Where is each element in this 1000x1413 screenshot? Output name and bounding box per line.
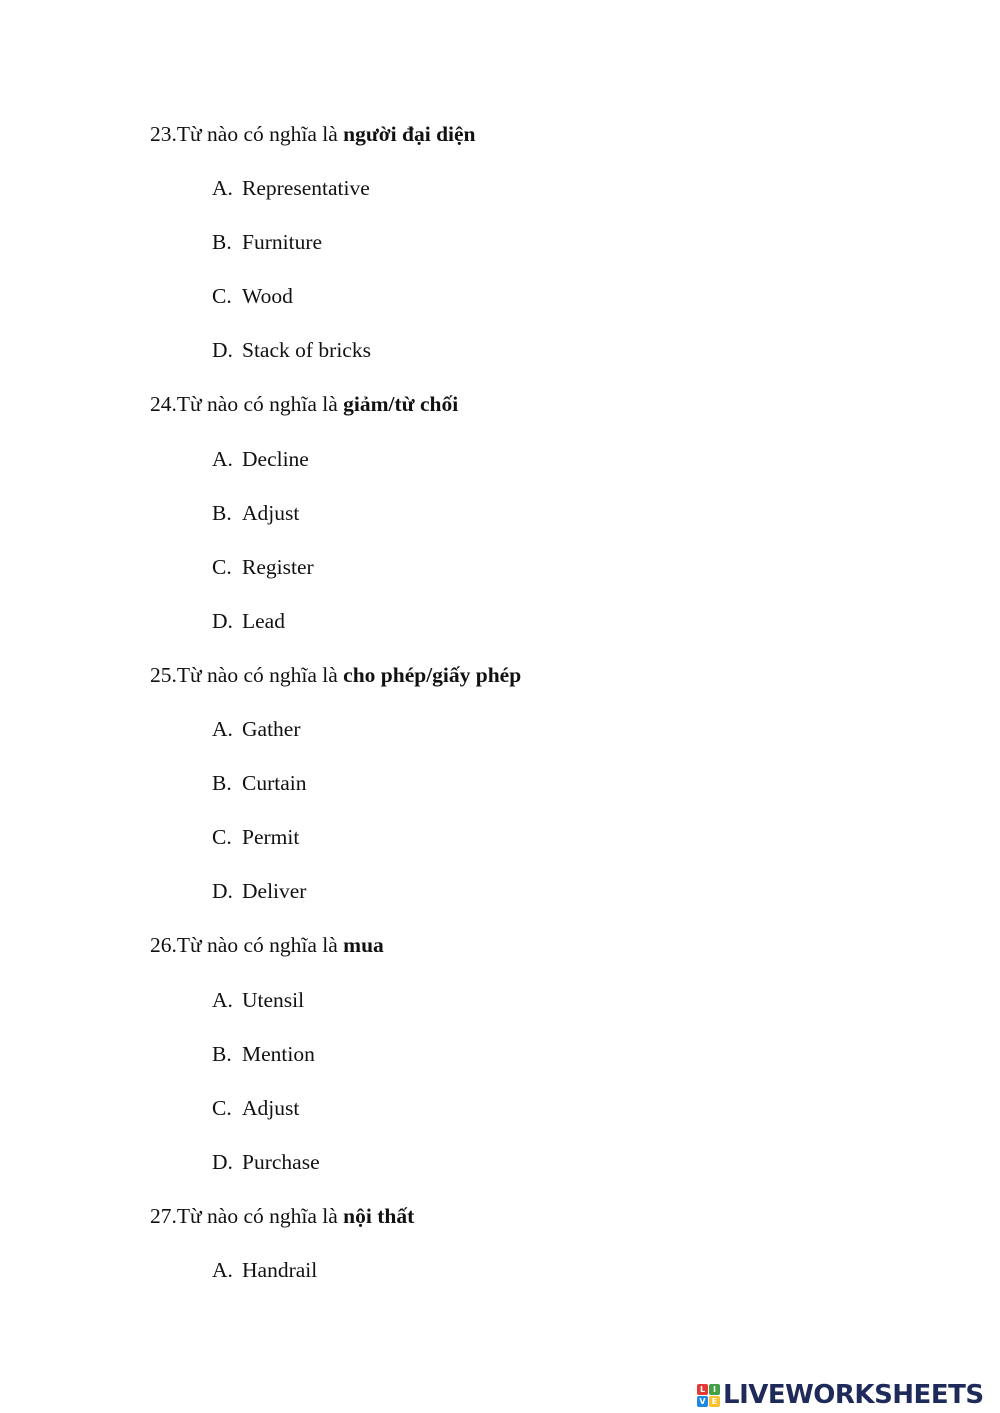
question-prefix: Từ nào có nghĩa là bbox=[176, 662, 344, 687]
option-26-a[interactable] bbox=[212, 983, 950, 1037]
question-number: 23. bbox=[150, 122, 177, 146]
option-letter: A. bbox=[212, 446, 233, 471]
option-text: Gather bbox=[242, 717, 301, 742]
option-text: Register bbox=[242, 554, 314, 579]
option-23-d[interactable] bbox=[212, 333, 950, 387]
option-text: Decline bbox=[242, 446, 309, 471]
question-24 bbox=[150, 387, 950, 441]
question-prefix: Từ nào có nghĩa là bbox=[176, 392, 344, 417]
option-25-b[interactable] bbox=[212, 766, 950, 820]
logo-text: LIVEWORKSHEETS bbox=[723, 1380, 984, 1410]
logo-mark-tile: E bbox=[709, 1396, 720, 1407]
question-prefix: Từ nào có nghĩa là bbox=[176, 933, 344, 958]
option-text: Purchase bbox=[242, 1149, 320, 1174]
option-26-c[interactable] bbox=[212, 1091, 950, 1145]
option-letter: C. bbox=[212, 284, 232, 309]
question-keyword: nội thất bbox=[343, 1203, 415, 1228]
option-24-c[interactable] bbox=[212, 550, 950, 604]
option-letter: D. bbox=[212, 338, 233, 363]
question-prefix: Từ nào có nghĩa là bbox=[176, 122, 344, 146]
option-text: Furniture bbox=[242, 230, 323, 255]
liveworksheets-logo bbox=[697, 1378, 984, 1412]
option-25-d[interactable] bbox=[212, 874, 950, 928]
option-letter: B. bbox=[212, 500, 232, 525]
option-letter: B. bbox=[212, 1041, 232, 1066]
option-26-d[interactable] bbox=[212, 1145, 950, 1199]
option-letter: B. bbox=[212, 771, 232, 796]
question-keyword: cho phép/giấy phép bbox=[343, 662, 522, 687]
option-text: Adjust bbox=[242, 500, 300, 525]
option-text: Deliver bbox=[242, 879, 307, 904]
logo-mark-icon bbox=[697, 1384, 720, 1407]
option-23-b[interactable] bbox=[212, 225, 950, 279]
option-letter: D. bbox=[212, 1149, 233, 1174]
question-keyword: giảm/từ chối bbox=[343, 392, 459, 417]
option-letter: B. bbox=[212, 230, 232, 255]
question-number: 27. bbox=[150, 1203, 177, 1228]
option-text: Lead bbox=[242, 608, 285, 633]
question-number: 26. bbox=[150, 933, 177, 958]
option-24-b[interactable] bbox=[212, 496, 950, 550]
option-letter: D. bbox=[212, 608, 233, 633]
option-text: Adjust bbox=[242, 1095, 300, 1120]
option-text: Wood bbox=[242, 284, 293, 309]
question-23 bbox=[150, 117, 950, 171]
option-letter: A. bbox=[212, 1257, 233, 1282]
option-letter: C. bbox=[212, 1095, 232, 1120]
option-text: Representative bbox=[242, 176, 370, 201]
question-25 bbox=[150, 658, 950, 712]
logo-mark-tile: V bbox=[697, 1396, 708, 1407]
option-24-a[interactable] bbox=[212, 442, 950, 496]
option-text: Stack of bricks bbox=[242, 338, 371, 363]
logo-mark-tile: I bbox=[709, 1384, 720, 1395]
option-letter: D. bbox=[212, 879, 233, 904]
option-text: Mention bbox=[242, 1041, 315, 1066]
option-letter: A. bbox=[212, 987, 233, 1012]
option-letter: C. bbox=[212, 825, 232, 850]
option-text: Handrail bbox=[242, 1257, 318, 1282]
option-letter: A. bbox=[212, 717, 233, 742]
question-keyword: mua bbox=[343, 933, 384, 958]
option-text: Permit bbox=[242, 825, 300, 850]
option-25-c[interactable] bbox=[212, 820, 950, 874]
question-number: 25. bbox=[150, 662, 177, 687]
option-letter: A. bbox=[212, 176, 233, 201]
question-27 bbox=[150, 1199, 950, 1253]
option-23-c[interactable] bbox=[212, 279, 950, 333]
question-prefix: Từ nào có nghĩa là bbox=[176, 1203, 344, 1228]
option-25-a[interactable] bbox=[212, 712, 950, 766]
option-text: Utensil bbox=[242, 987, 305, 1012]
question-keyword: người đại diện bbox=[343, 122, 476, 146]
option-text: Curtain bbox=[242, 771, 307, 796]
question-26 bbox=[150, 928, 950, 982]
question-number: 24. bbox=[150, 392, 177, 417]
option-27-a[interactable] bbox=[212, 1253, 950, 1307]
logo-mark-tile: L bbox=[697, 1384, 708, 1395]
option-24-d[interactable] bbox=[212, 604, 950, 658]
option-26-b[interactable] bbox=[212, 1037, 950, 1091]
question-list bbox=[150, 117, 950, 1307]
option-23-a[interactable] bbox=[212, 171, 950, 225]
option-letter: C. bbox=[212, 554, 232, 579]
